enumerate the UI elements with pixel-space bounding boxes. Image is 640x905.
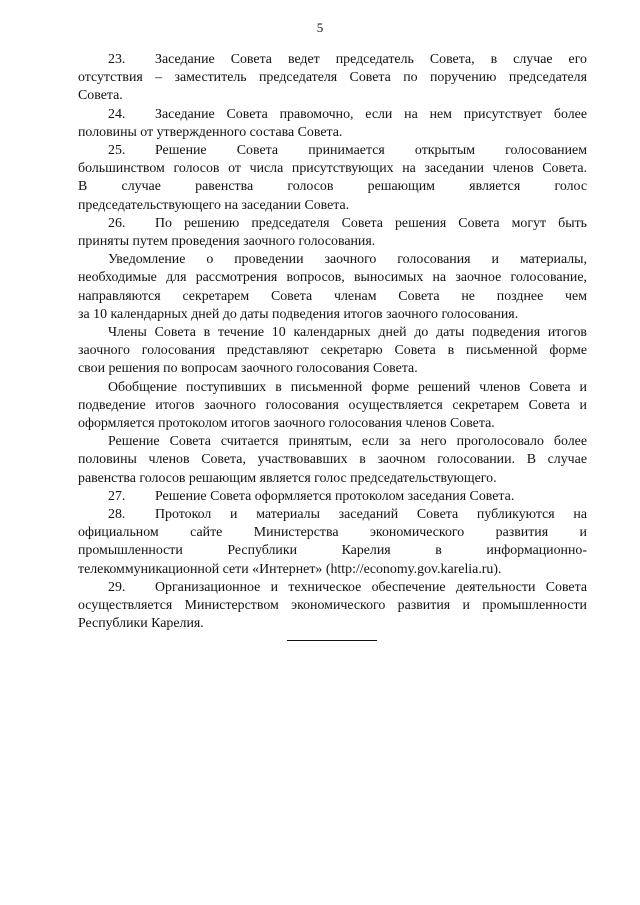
end-separator-line — [287, 640, 377, 641]
paragraph-23 — [78, 51, 587, 106]
text-line: 29. Организационное и техническое обеспечение деятельности Совета — [78, 579, 587, 597]
text-line: 26. По решению председателя Совета решения Совета могут быть — [78, 215, 587, 233]
paragraph-26 — [78, 215, 587, 251]
text-line: промышленности Республики Карелия в информационно- — [78, 543, 587, 559]
text-line: половины от утвержденного состава Совета. — [78, 124, 343, 140]
paragraph-27 — [78, 488, 587, 506]
text-line: приняты путем проведения заочного голосования. — [78, 234, 376, 250]
text-line: направляются секретарем Совета членам Совета не позднее чем — [78, 288, 587, 304]
text-line: большинством голосов от числа присутствующих на заседании членов Совета. — [78, 161, 587, 177]
clause-number: 24. — [108, 106, 126, 122]
clause-number: 23. — [108, 52, 126, 67]
clause-number: 26. — [108, 215, 126, 231]
clause-number: 27. — [108, 488, 126, 504]
clause-number: 29. — [108, 579, 126, 595]
text-line: равенства голосов решающим является голос председательствующего. — [78, 470, 497, 486]
clause-number: 25. — [108, 143, 126, 159]
text-line: Обобщение поступивших в письменной форме решений членов Совета и — [108, 379, 587, 395]
paragraph-notification — [78, 251, 587, 324]
text-line: отсутствия – заместитель председателя Совета по поручению председателя — [78, 70, 587, 86]
document-body — [78, 51, 587, 634]
text-line: Уведомление о проведении заочного голосования и материалы, — [108, 252, 587, 268]
paragraph-24 — [78, 106, 587, 142]
text-line: 28. Протокол и материалы заседаний Совета публикуются на — [78, 506, 587, 524]
text-line: председательствующего на заседании Совета. — [78, 197, 350, 213]
text-line: официальном сайте Министерства экономического развития и — [78, 525, 587, 541]
text-line: половины членов Совета, участвовавших в заочном голосовании. В случае — [78, 452, 587, 468]
text-line: В случае равенства голосов решающим является голос — [78, 179, 587, 195]
text-line: Совета. — [78, 88, 123, 104]
text-line: 27. Решение Совета оформляется протоколом заседания Совета. — [78, 488, 587, 506]
text-line: осуществляется Министерством экономического развития и промышленности — [78, 598, 587, 614]
text-line: за 10 календарных дней до даты подведения итогов заочного голосования. — [78, 306, 519, 322]
text-line: 23. Заседание Совета ведет председатель Совета, в случае его — [78, 51, 587, 69]
clause-number: 28. — [108, 507, 126, 523]
page-number: 5 — [316, 20, 324, 35]
text-line: необходимые для рассмотрения вопросов, выносимых на заочное голосование, — [78, 270, 587, 286]
paragraph-28 — [78, 506, 587, 579]
text-line: подведение итогов заочного голосования осуществляется секретарем Совета и — [78, 397, 587, 413]
paragraph-summary — [78, 379, 587, 434]
text-line: 24. Заседание Совета правомочно, если на нем присутствует более — [78, 106, 587, 124]
text-line: свои решения по вопросам заочного голосования Совета. — [78, 361, 418, 377]
text-line: оформляется протоколом итогов заочного голосования членов Совета. — [78, 416, 495, 432]
text-line: заочного голосования представляют секретарю Совета в письменной форме — [78, 343, 587, 359]
text-line: Члены Совета в течение 10 календарных дней до даты подведения итогов — [108, 325, 587, 341]
paragraph-29 — [78, 579, 587, 634]
text-line: Республики Карелия. — [78, 616, 204, 632]
paragraph-25 — [78, 142, 587, 215]
paragraph-members — [78, 324, 587, 379]
paragraph-decision — [78, 433, 587, 488]
text-line: Решение Совета считается принятым, если за него проголосовало более — [108, 434, 587, 450]
text-line: телекоммуникационной сети «Интернет» (http://economy.gov.karelia.ru). — [78, 561, 502, 577]
text-line: 25. Решение Совета принимается открытым голосованием — [78, 142, 587, 160]
